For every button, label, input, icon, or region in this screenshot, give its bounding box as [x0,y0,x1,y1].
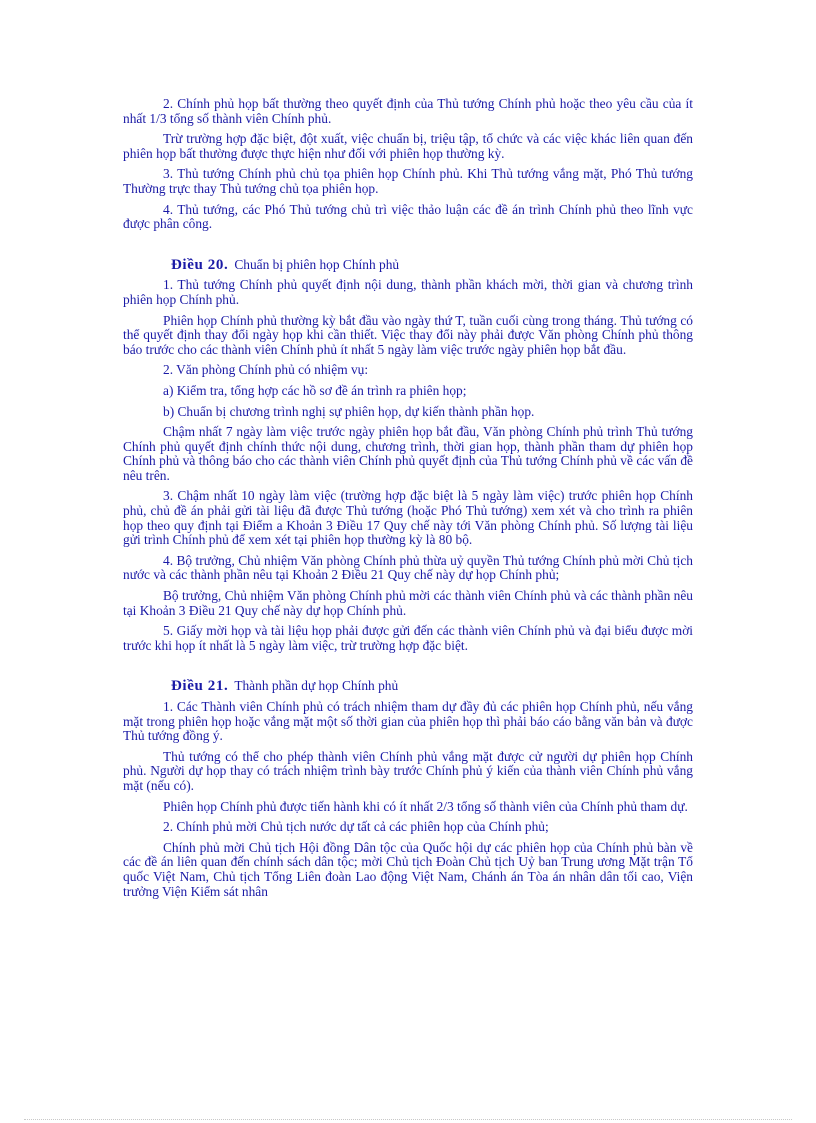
paragraph: Phiên họp Chính phủ được tiến hành khi có ít nhất 2/3 tổng số thành viên của Chính phủ tham dự. [163,798,688,814]
article-heading-20 [123,258,693,273]
paragraph: 2. Chính phủ họp bất thường theo quyết định của Thủ tướng Chính phủ hoặc theo yêu cầu của ít nhất 1/3 tổng số thành viên Chính phủ. [123,96,693,126]
paragraph: Phiên họp Chính phủ thường kỳ bắt đầu vào ngày thứ T, tuần cuối cùng trong tháng. Thủ tướng có thể quyết định thay đổi ngày họp khi cần thiết. Việc thay đổi này phải được Văn phòng Chính phủ thông báo trước cho các thành viên Chính phủ ít nhất 5 ngày làm việc trước ngày phiên họp bắt đầu. [123,312,693,357]
article-number: Điều 20. [171,256,229,273]
paragraph: 5. Giấy mời họp và tài liệu họp phải được gửi đến các thành viên Chính phủ và đại biểu được mời trước khi họp ít nhất là 5 ngày làm việc, trừ trường hợp đặc biệt. [123,623,693,653]
paragraph: Thủ tướng có thể cho phép thành viên Chính phủ vắng mặt được cử người dự phiên họp Chính phủ. Người dự họp thay có trách nhiệm trình bày trước Chính phủ ý kiến của thành viên Chính phủ vắng mặt (nếu có). [123,748,693,793]
paragraph: Chính phủ mời Chủ tịch Hội đồng Dân tộc của Quốc hội dự các phiên họp của Chính phủ bàn về các đề án liên quan đến chính sách dân tộc; mời Chủ tịch Đoàn Chủ tịch Uỷ ban Trung ương Mặt trận Tổ quốc Việt Nam, Chủ tịch Tổng Liên đoàn Lao động Việt Nam, Chánh án Tòa án nhân dân tối cao, Viện trưởng Viện Kiểm sát nhân [123,839,693,899]
article-heading-21 [123,679,693,694]
paragraph: Trừ trường hợp đặc biệt, đột xuất, việc chuẩn bị, triệu tập, tổ chức và các việc khác liên quan đến phiên họp bất thường được thực hiện như đối với phiên họp thường kỳ. [123,131,693,161]
document-body [123,97,693,905]
paragraph: 2. Chính phủ mời Chủ tịch nước dự tất cả các phiên họp của Chính phủ; [163,819,549,835]
paragraph: Bộ trưởng, Chủ nhiệm Văn phòng Chính phủ mời các thành viên Chính phủ và các thành phần nêu tại Khoản 3 Điều 21 Quy chế này dự họp Chính phủ. [123,588,693,618]
paragraph: 3. Chậm nhất 10 ngày làm việc (trường hợp đặc biệt là 5 ngày làm việc) trước phiên họp Chính phủ, chủ đề án phải gửi tài liệu đã được Thủ tướng (hoặc Phó Thủ tướng) xem xét và cho trình ra phiên họp theo quy định tại Điểm a Khoản 3 Điều 17 Quy chế này tới Văn phòng Chính phủ. Số lượng tài liệu gửi trình Chính phủ để xem xét tại phiên họp thường kỳ là 80 bộ. [123,488,693,548]
paragraph: 1. Thủ tướng Chính phủ quyết định nội dung, thành phần khách mời, thời gian và chương trình phiên họp Chính phủ. [123,277,693,307]
paragraph: 4. Thủ tướng, các Phó Thủ tướng chủ trì việc thảo luận các đề án trình Chính phủ theo lĩnh vực được phân công. [123,201,693,232]
article-title: Thành phần dự họp Chính phủ [234,678,399,694]
paragraph: 2. Văn phòng Chính phủ có nhiệm vụ: [163,362,369,378]
article-title: Chuẩn bị phiên họp Chính phủ [234,256,400,272]
paragraph: a) Kiểm tra, tổng hợp các hồ sơ đề án trình ra phiên họp; [163,382,467,398]
paragraph: Chậm nhất 7 ngày làm việc trước ngày phiên họp bắt đầu, Văn phòng Chính phủ trình Thủ tướng Chính phủ quyết định chính thức nội dung, chương trình, thời gian họp, thành phần tham dự phiên họp Chính phủ và thông báo cho các thành viên Chính phủ quyết định của Thủ tướng Chính phủ về các vấn đề nêu trên. [123,424,693,483]
paragraph: 1. Các Thành viên Chính phủ có trách nhiệm tham dự đầy đủ các phiên họp Chính phủ, nếu vắng mặt trong phiên họp hoặc vắng mặt một số thời gian của phiên họp thì phải báo cáo bằng văn bản và được Thủ tướng đồng ý. [123,699,693,744]
paragraph: 3. Thủ tướng Chính phủ chủ tọa phiên họp Chính phủ. Khi Thủ tướng vắng mặt, Phó Thủ tướng Thường trực thay Thủ tướng chủ tọa phiên họp. [123,166,693,196]
paragraph: b) Chuẩn bị chương trình nghị sự phiên họp, dự kiến thành phần họp. [163,403,535,419]
page-bottom-divider [24,1119,792,1120]
paragraph: 4. Bộ trưởng, Chủ nhiệm Văn phòng Chính phủ thừa uỷ quyền Thủ tướng Chính phủ mời Chủ tịch nước và các thành phần nêu tại Khoản 2 Điều 21 Quy chế này dự họp Chính phủ; [123,552,693,583]
article-number: Điều 21. [171,678,229,695]
